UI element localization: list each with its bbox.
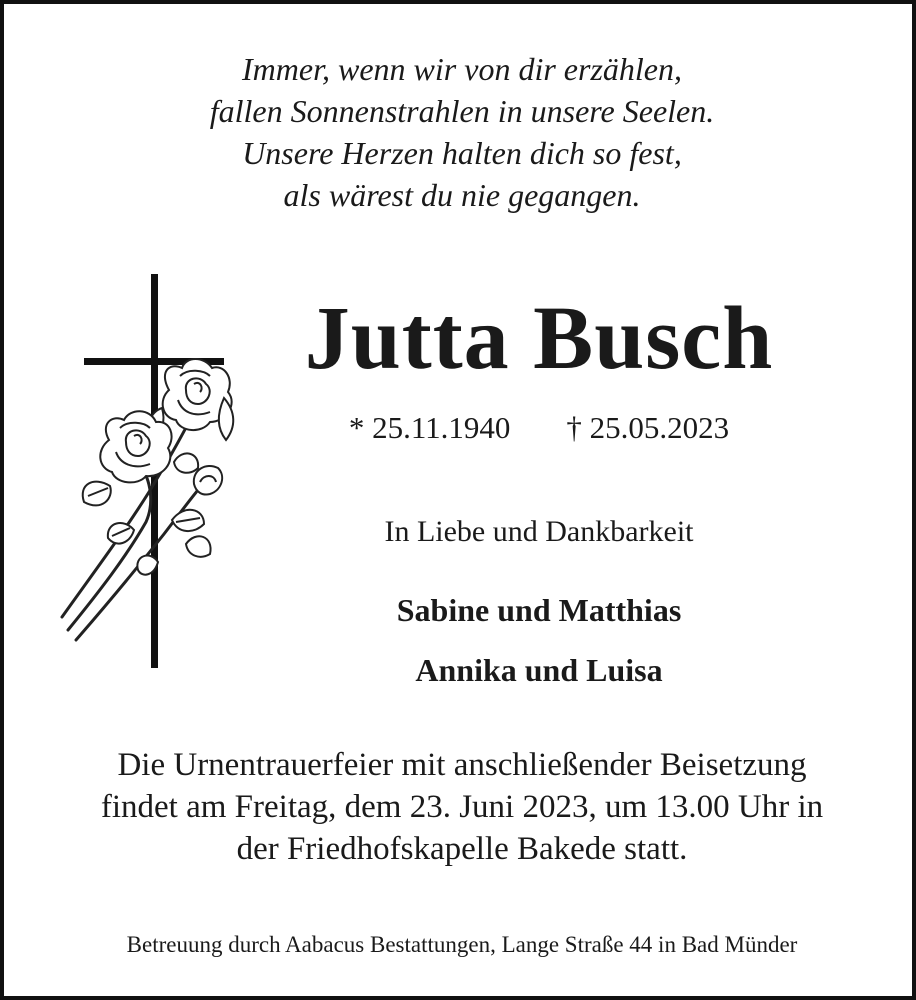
poem-line: fallen Sonnenstrahlen in unsere Seelen. [209, 93, 715, 129]
mourners-intro: In Liebe und Dankbarkeit [384, 515, 694, 548]
ceremony-line: Die Urnentrauerfeier mit anschließender Beisetzung [117, 747, 807, 783]
ceremony-line: der Friedhofskapelle Bakede statt. [236, 831, 688, 867]
birth-date: * 25.11.1940 [348, 410, 511, 445]
life-dates [274, 408, 804, 448]
ceremony-notice [4, 744, 916, 870]
poem-line: Immer, wenn wir von dir erzählen, [242, 51, 682, 87]
mourner-line: Annika und Luisa [415, 652, 663, 688]
cross-with-roses-icon [54, 272, 254, 672]
ceremony-line: findet am Freitag, dem 23. Juni 2023, um 13.00 Uhr in [100, 789, 824, 825]
mourners-list [274, 580, 804, 700]
death-date: † 25.05.2023 [566, 410, 730, 445]
memorial-poem [4, 48, 916, 216]
poem-line: Unsere Herzen halten dich so fest, [242, 135, 682, 171]
deceased-name: Jutta Busch [304, 289, 774, 388]
funeral-home-credit: Betreuung durch Aabacus Bestattungen, Lange Straße 44 in Bad Münder [126, 932, 798, 957]
poem-line: als wärest du nie gegangen. [283, 177, 641, 213]
mourner-line: Sabine und Matthias [396, 592, 682, 628]
